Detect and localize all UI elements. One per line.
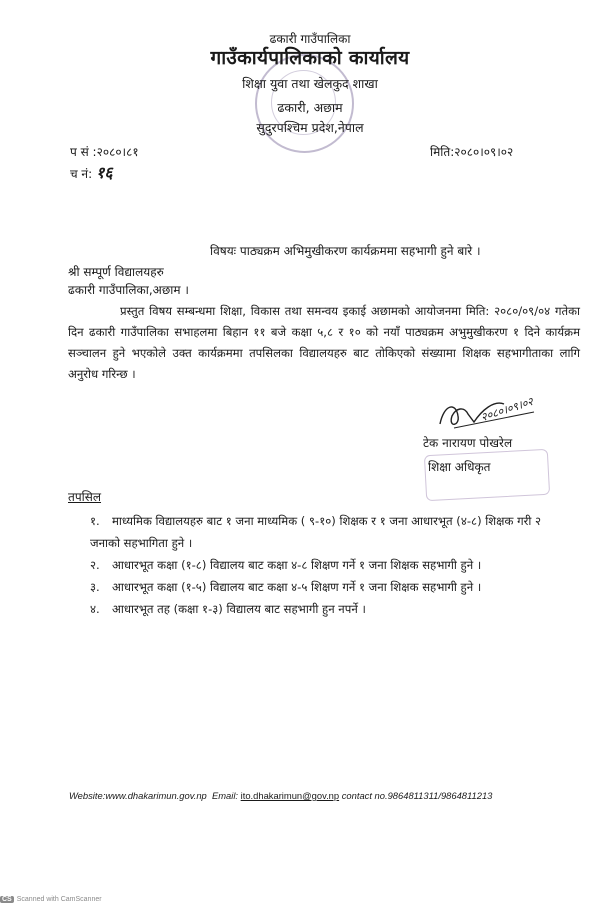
list-item [90, 554, 570, 576]
details-heading: तपसिल [68, 490, 102, 504]
office-name: गाउँकार्यपालिकाको कार्यालय [210, 47, 410, 69]
officer-stamp [424, 449, 550, 501]
list-item-number: ३. [90, 580, 100, 594]
signature-date: २०८०।०९।०२ [479, 394, 535, 425]
list-item-number: १. [90, 514, 100, 528]
recipient-line-1: श्री सम्पूर्ण विद्यालयहरु [68, 265, 164, 279]
list-item-text: माध्यमिक विद्यालयहरु बाट १ जना माध्यमिक ( ९-१०) शिक्षक र १ जना आधारभूत (४-८) शिक्षक गरी २ जनाको सहभागिता हुने । [90, 514, 542, 550]
list-item-number: ४. [90, 602, 100, 616]
letter-date: मिति:२०८०।०९।०२ [430, 145, 514, 159]
list-item [90, 576, 570, 598]
footer-contact [69, 790, 492, 801]
details-list [90, 510, 570, 620]
dispatch-value: १६ [95, 163, 113, 182]
municipality-name: ढकारी गाउँपालिका [269, 32, 351, 46]
dispatch-number [70, 161, 113, 183]
camscanner-logo: CS [2, 896, 12, 903]
website-link[interactable]: www.dhakarimun.gov.np [105, 790, 207, 801]
list-item-text: आधारभूत तह (कक्षा १-३) विद्यालय बाट सहभागी हुन नपर्ने । [112, 602, 366, 616]
recipient-line-2: ढकारी गाउँपालिका,अछाम । [68, 283, 189, 297]
section-name: शिक्षा युवा तथा खेलकुद शाखा [242, 76, 378, 91]
list-item-text: आधारभूत कक्षा (१-८) विद्यालय बाट कक्षा ४-८ शिक्षण गर्ने १ जना शिक्षक सहभागी हुने । [112, 558, 482, 572]
letter-number: प सं :२०८०।८१ [70, 145, 139, 159]
website-label: Website: [69, 790, 106, 801]
list-item-text: आधारभूत कक्षा (१-५) विद्यालय बाट कक्षा ४-५ शिक्षण गर्ने १ जना शिक्षक सहभागी हुने । [112, 580, 482, 594]
body-paragraph: प्रस्तुत विषय सम्बन्धमा शिक्षा, विकास तथा समन्वय इकाई अछामको आयोजनमा मिति: २०८०/०९/०४ गतेका दिन ढकारी गाउँपालिका सभाहलमा बिहान ११ बजे कक्षा ५,८ र १० को नयाँ पाठ्यक्रम अभुमुखीकरण १ दिने कार्यक्रम सञ्चालन हुने भएकोले उक्त कार्यक्रममा तपसिलका विद्यालयहरु बाट तोकिएको संख्यामा शिक्षक सहभागीताका लागि अनुरोध गरिन्छ । [68, 304, 580, 381]
contact-label: contact no. [341, 790, 388, 801]
scanner-watermark [0, 896, 102, 903]
list-item-number: २. [90, 558, 100, 572]
signatory-title: शिक्षा अधिकृत [428, 460, 491, 474]
scanner-text: Scanned with CamScanner [16, 896, 102, 903]
location: ढकारी, अछाम [277, 100, 343, 115]
province: सुदुरपश्चिम प्रदेश,नेपाल [256, 120, 364, 135]
signatory-name: टेक नारायण पोखरेल [423, 436, 513, 450]
email-label: Email: [211, 790, 239, 801]
contact-number: 9864811311/9864811213 [387, 790, 493, 801]
subject-line: विषयः पाठ्यक्रम अभिमुखीकरण कार्यक्रममा सहभागी हुने बारे । [210, 244, 481, 258]
dispatch-label: च नं: [70, 167, 93, 181]
email-link[interactable]: ito.dhakarimun@gov.np [240, 790, 340, 801]
list-item [90, 598, 570, 620]
list-item [90, 510, 570, 554]
